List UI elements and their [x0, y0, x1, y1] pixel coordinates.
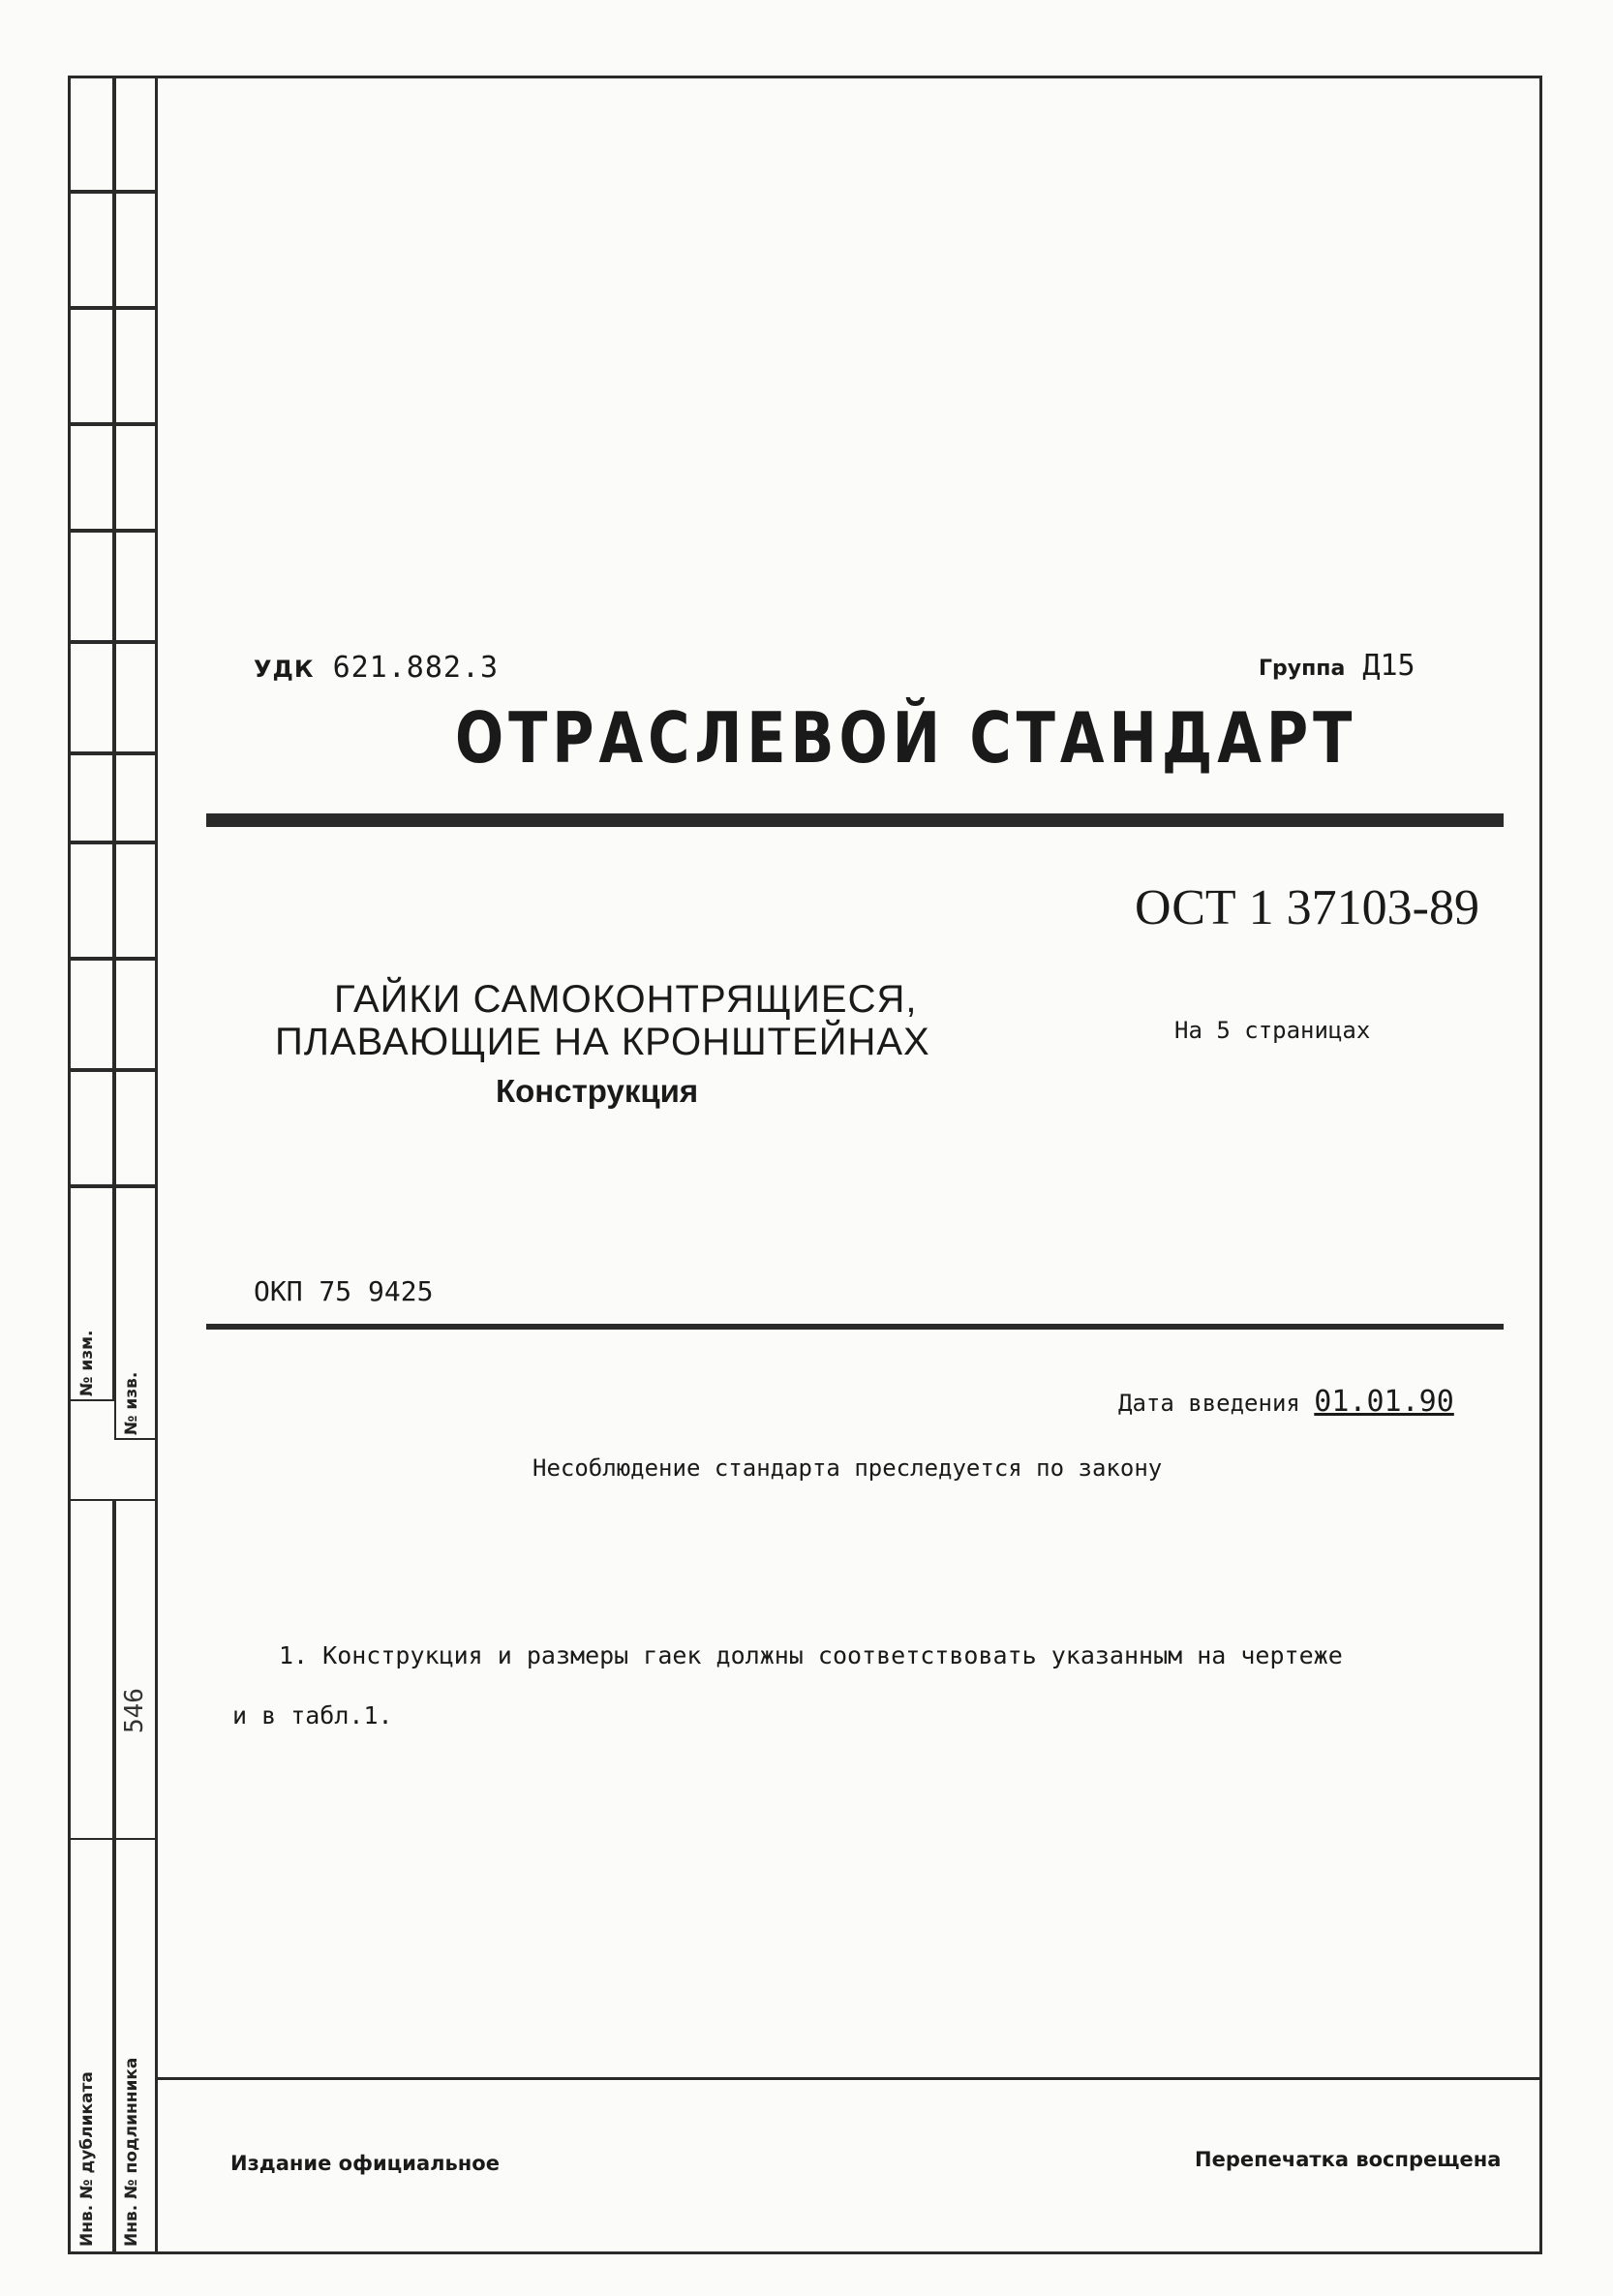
standard-subtitle: Конструкция: [496, 1073, 699, 1109]
side-cell: [114, 1070, 157, 1186]
side-cell: [114, 642, 157, 753]
udk-label: УДК: [254, 656, 315, 683]
side-cell: [68, 308, 114, 424]
side-cell: [114, 959, 157, 1070]
group-line: [1259, 649, 1415, 683]
side-cell: [68, 192, 114, 308]
side-cell: [114, 192, 157, 308]
legal-warning: Несоблюдение стандарта преследуется по закону: [533, 1454, 1163, 1482]
side-cell: [68, 424, 114, 531]
side-cell: [68, 642, 114, 753]
side-cell: [114, 531, 157, 642]
group-value: Д15: [1362, 649, 1415, 683]
izm-label: № изм.: [77, 1330, 97, 1396]
side-cell: [114, 308, 157, 424]
group-label: Группа: [1259, 657, 1346, 681]
inv-podl-label: Инв. № подлинника: [122, 2057, 141, 2247]
title-rule: [206, 813, 1504, 827]
inv-dubl-label: Инв. № дубликата: [77, 2071, 97, 2247]
side-cell: [68, 753, 114, 842]
side-cell: [68, 76, 114, 192]
page-count: На 5 страницах: [1174, 1017, 1371, 1044]
standard-name-line1: ГАЙКИ САМОКОНТРЯЩИЕСЯ,: [334, 978, 918, 1021]
standard-code: ОСТ 1 37103-89: [1135, 880, 1479, 935]
paragraph-1-line2: и в табл.1.: [232, 1701, 393, 1730]
okp-code: ОКП 75 9425: [254, 1275, 434, 1307]
side-cell: [114, 424, 157, 531]
side-cell: [114, 753, 157, 842]
reprint-prohibited: Перепечатка воспрещена: [1195, 2148, 1502, 2171]
udk-value: 621.882.3: [332, 651, 500, 685]
side-cell: [68, 842, 114, 959]
standard-name-line2: ПЛАВАЮЩИЕ НА КРОНШТЕЙНАХ: [275, 1021, 930, 1063]
udk-line: [254, 651, 499, 685]
inventory-number: 546: [120, 1688, 149, 1733]
introduction-date: [1118, 1385, 1454, 1419]
official-edition: Издание официальное: [230, 2152, 500, 2175]
okp-rule: [206, 1324, 1504, 1330]
footer-rule: [155, 2077, 1542, 2080]
side-cell: [68, 1070, 114, 1186]
side-cell: [68, 959, 114, 1070]
side-divider: [68, 1838, 157, 1840]
side-cell: [68, 531, 114, 642]
side-cell: [114, 842, 157, 959]
izv-label: № изв.: [122, 1371, 141, 1435]
page-frame: [68, 76, 1542, 2254]
date-label: Дата введения: [1118, 1390, 1300, 1417]
document-title: ОТРАСЛЕВОЙ СТАНДАРТ: [455, 697, 1357, 779]
side-cell: [114, 76, 157, 192]
date-value: 01.01.90: [1314, 1385, 1454, 1419]
paragraph-1-line1: 1. Конструкция и размеры гаек должны соответствовать указанным на чертеже: [279, 1641, 1343, 1669]
